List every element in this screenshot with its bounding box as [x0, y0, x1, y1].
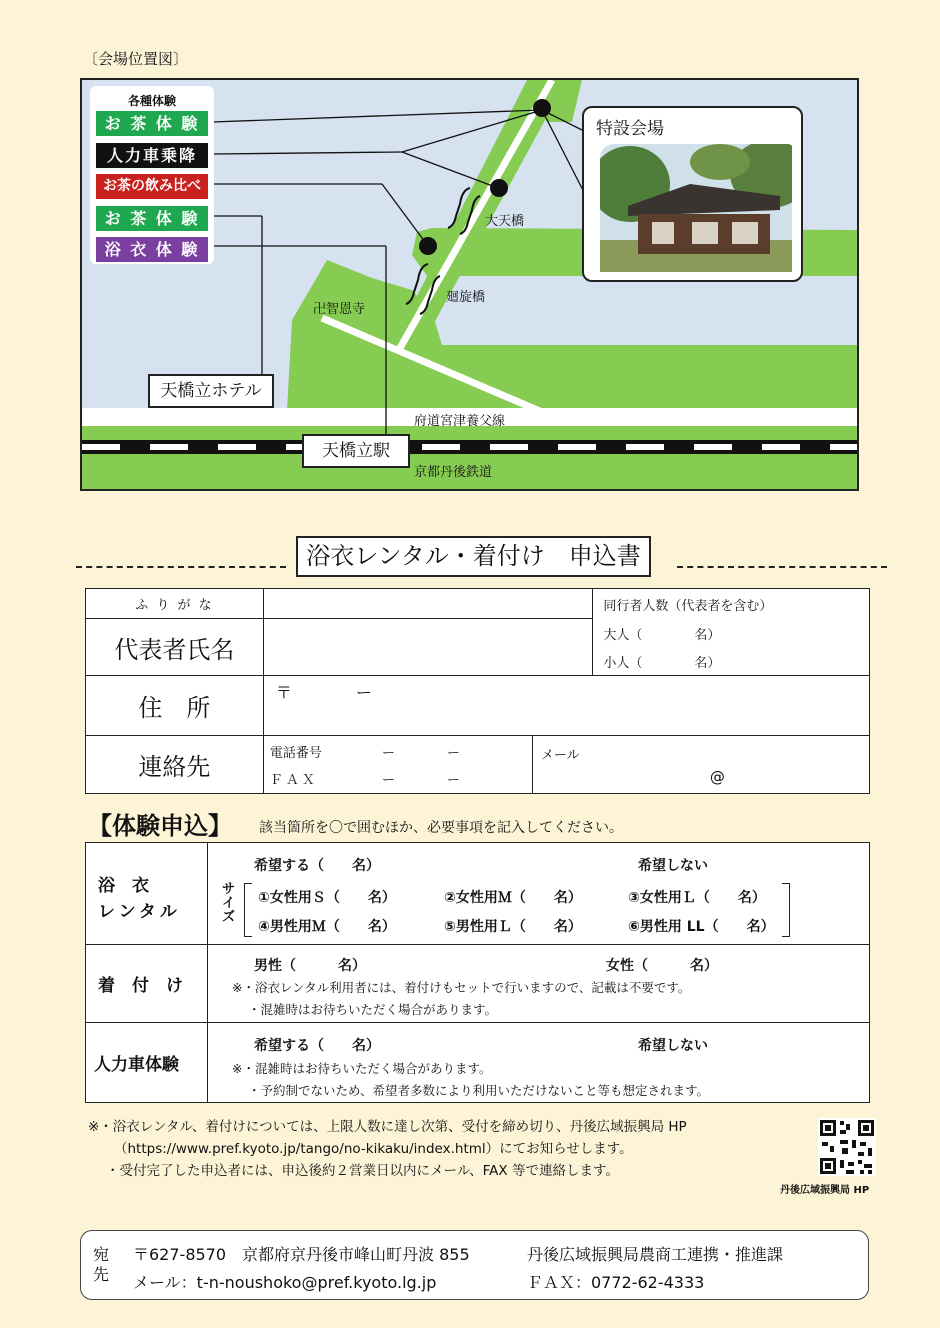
- address-field[interactable]: [263, 676, 869, 736]
- form-title: 浴衣レンタル・着付け 申込書: [296, 536, 651, 577]
- qr-code-icon[interactable]: [818, 1118, 876, 1176]
- contact-divider: [532, 736, 533, 793]
- size-male-ll[interactable]: ⑥男性用 LL（ 名）: [628, 919, 775, 935]
- venue-box: [582, 106, 803, 282]
- qr-caption: 丹後広域振興局 HP: [780, 1185, 870, 1196]
- notes-block: [88, 1116, 687, 1182]
- kitsuke-note-2: ・混雑時はお待ちいただく場合があります。: [248, 1002, 498, 1017]
- children-count: 小人（ 名）: [603, 656, 721, 671]
- rickshaw-label: 人力車体験: [86, 1023, 208, 1103]
- venue-marker: [490, 179, 508, 197]
- size-female-m[interactable]: ②女性用Ｍ（ 名）: [444, 890, 582, 906]
- mail-label: メール: [540, 748, 580, 763]
- companions-field[interactable]: [593, 589, 870, 676]
- address-postal: 〒627-8570 京都府京丹後市峰山町丹波 855: [133, 1245, 470, 1264]
- legend-tea-experience-2: お 茶 体 験: [96, 206, 208, 231]
- experience-note: 該当箇所を〇で囲むほか、必要事項を記入してください。: [259, 820, 623, 836]
- kitsuke-label: 着 付 け: [86, 945, 208, 1023]
- note-line-2: （https://www.pref.kyoto.jp/tango/no-kikaku/index.html）にてお知らせします。: [114, 1141, 633, 1157]
- venue-title: 特設会場: [596, 119, 664, 139]
- address-label: 住 所: [86, 676, 264, 736]
- address-dept: 丹後広域振興局農商工連携・推進課: [527, 1245, 784, 1264]
- bridge-turn-label: 廻旋橋: [446, 290, 486, 305]
- legend-tea-experience: お 茶 体 験: [96, 111, 208, 136]
- experience-table: [85, 842, 870, 1103]
- yukata-not-want[interactable]: 希望しない: [638, 858, 708, 874]
- address-label: 宛先: [93, 1245, 110, 1284]
- size-male-l[interactable]: ⑤男性用Ｌ（ 名）: [444, 919, 582, 935]
- kitsuke-female[interactable]: 女性（ 名）: [606, 958, 718, 974]
- furigana-field[interactable]: [263, 589, 593, 619]
- temple-label: 卍智恩寺: [313, 302, 366, 317]
- note-line-3: ・受付完了した申込者には、申込後約２営業日以内にメール、FAX 等で連絡します。: [106, 1163, 619, 1179]
- applicant-table: [85, 588, 870, 794]
- railway-label: 京都丹後鉄道: [414, 465, 493, 480]
- address-box: [80, 1230, 869, 1300]
- yukata-want[interactable]: 希望する（ 名）: [254, 858, 380, 874]
- fax-label: ＦＡＸ: [269, 773, 318, 788]
- title-divider-left: [76, 566, 286, 568]
- note-line-1: ※・浴衣レンタル、着付けについては、上限人数に達し次第、受付を締め切り、丹後広域振興局 HP: [88, 1119, 687, 1135]
- hotel-label: 天橋立ホテル: [148, 374, 274, 408]
- venue-map: [80, 78, 859, 491]
- rickshaw-want[interactable]: 希望する（ 名）: [254, 1038, 380, 1054]
- adults-count: 大人（ 名）: [603, 628, 721, 643]
- legend-yukata: 浴 衣 体 験: [96, 237, 208, 262]
- fax-dashes: ー ー: [381, 773, 460, 788]
- rickshaw-not-want[interactable]: 希望しない: [638, 1038, 708, 1054]
- bridge-large-label: 大天橋: [485, 214, 525, 229]
- size-bracket-left: [244, 883, 252, 937]
- title-divider-right: [677, 566, 887, 568]
- address-mail[interactable]: メール：t-n-noushoko@pref.kyoto.lg.jp: [133, 1273, 437, 1292]
- postal-mark: 〒 ー: [275, 683, 372, 702]
- kitsuke-male[interactable]: 男性（ 名）: [254, 958, 366, 974]
- railway-track: [82, 440, 859, 454]
- size-female-l[interactable]: ③女性用Ｌ（ 名）: [628, 890, 766, 906]
- kitsuke-field[interactable]: [208, 945, 870, 1023]
- venue-photo: [600, 144, 792, 272]
- yukata-label: [86, 843, 208, 945]
- experience-legend: [90, 86, 214, 264]
- contact-field[interactable]: [263, 736, 869, 794]
- map-caption: 〔会場位置図〕: [83, 50, 189, 68]
- rickshaw-note-1: ※・混雑時はお待ちいただく場合があります。: [232, 1061, 492, 1076]
- companions-label: 同行者人数（代表者を含む）: [603, 599, 773, 614]
- size-label: サイズ: [222, 882, 236, 925]
- station-label: 天橋立駅: [302, 434, 410, 468]
- legend-title: 各種体験: [127, 94, 176, 108]
- name-label: 代表者氏名: [86, 619, 264, 676]
- phone-dashes: ー ー: [381, 746, 460, 761]
- sandbar-path: [400, 80, 552, 348]
- venue-marker: [533, 99, 551, 117]
- rickshaw-note-2: ・予約制でないため、希望者多数により利用いただけないこと等も想定されます。: [248, 1083, 710, 1098]
- size-male-m[interactable]: ④男性用Ｍ（ 名）: [258, 919, 396, 935]
- mail-at: @: [709, 768, 725, 786]
- rickshaw-field[interactable]: [208, 1023, 870, 1103]
- venue-marker: [419, 237, 437, 255]
- name-field[interactable]: [263, 619, 593, 676]
- legend-rickshaw: 人力車乗降: [96, 143, 208, 168]
- road-label: 府道宮津養父線: [414, 414, 506, 429]
- yukata-field[interactable]: [208, 843, 870, 945]
- kitsuke-note-1: ※・浴衣レンタル利用者には、着付けもセットで行いますので、記載は不要です。: [232, 980, 691, 995]
- yukata-label-line1: 浴 衣: [98, 876, 149, 896]
- experience-heading: 【体験申込】: [88, 812, 232, 840]
- phone-label: 電話番号: [269, 746, 322, 761]
- yukata-label-line2: レンタル: [98, 902, 181, 922]
- furigana-label: ふ り が な: [86, 589, 264, 619]
- legend-tea-tasting: お茶の飲み比べ: [96, 174, 208, 199]
- address-fax: ＦＡＸ：0772-62-4333: [527, 1273, 705, 1292]
- contact-label: 連絡先: [86, 736, 264, 794]
- size-bracket-right: [782, 883, 790, 937]
- size-female-s[interactable]: ①女性用Ｓ（ 名）: [258, 890, 396, 906]
